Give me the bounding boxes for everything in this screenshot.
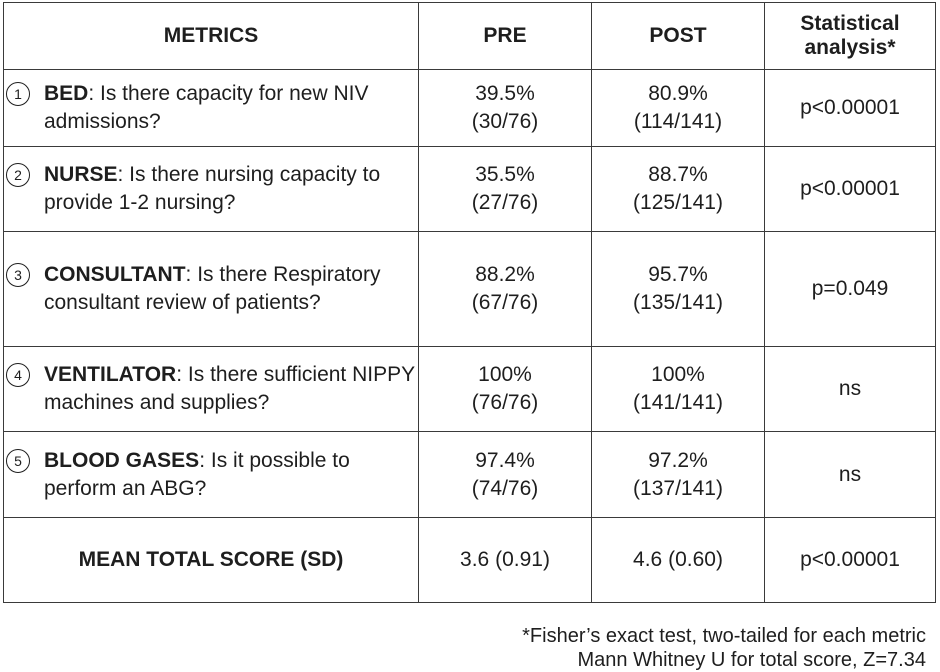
metric-title: BED xyxy=(44,82,89,105)
pre-cell xyxy=(419,347,592,432)
stat-cell: p<0.00001 xyxy=(765,147,936,232)
post-percent: 100% xyxy=(651,363,705,386)
pre-cell xyxy=(419,70,592,147)
pre-count: (74/76) xyxy=(471,476,539,500)
post-percent: 80.9% xyxy=(648,82,708,105)
total-stat: p<0.00001 xyxy=(765,518,936,603)
table-row xyxy=(4,70,936,147)
footnote-line1: *Fisher’s exact test, two-tailed for each metric xyxy=(522,625,926,647)
stat-cell: p<0.00001 xyxy=(765,70,936,147)
metric-question: : Is there capacity for new NIV admissions? xyxy=(44,82,369,133)
post-count: (135/141) xyxy=(633,291,723,314)
post-count: (125/141) xyxy=(633,191,723,214)
table-row xyxy=(4,232,936,347)
circled-number-icon: 4 xyxy=(4,361,32,389)
stat-cell: p=0.049 xyxy=(765,232,936,347)
metrics-table xyxy=(3,2,936,603)
header-statistical-analysis xyxy=(765,3,936,70)
metric-question: : Is it possible to perform an ABG? xyxy=(44,448,350,500)
pre-percent: 39.5% xyxy=(475,82,535,105)
total-post: 4.6 (0.60) xyxy=(592,518,765,603)
metric-cell xyxy=(4,70,419,147)
pre-percent: 35.5% xyxy=(475,163,535,186)
post-cell xyxy=(592,70,765,147)
header-row xyxy=(4,3,936,70)
header-stats-line1: Statistical xyxy=(800,12,900,35)
metric-question: : Is there nursing capacity to provide 1-2 nursing? xyxy=(44,163,381,214)
post-count: (137/141) xyxy=(633,476,723,500)
post-cell xyxy=(592,147,765,232)
metric-cell xyxy=(4,347,419,432)
table-row xyxy=(4,347,936,432)
header-post: POST xyxy=(592,3,765,70)
metric-question: : Is there Respiratory consultant review of patients? xyxy=(44,263,381,314)
circled-number-icon: 3 xyxy=(4,261,32,289)
metric-title: VENTILATOR xyxy=(44,363,177,386)
pre-count: (76/76) xyxy=(471,391,539,414)
circled-number-icon: 2 xyxy=(4,161,32,189)
total-row xyxy=(4,518,936,603)
header-metrics: METRICS xyxy=(4,3,419,70)
pre-count: (67/76) xyxy=(471,291,539,314)
total-pre: 3.6 (0.91) xyxy=(419,518,592,603)
pre-cell xyxy=(419,232,592,347)
circled-number-icon: 1 xyxy=(4,80,32,108)
stat-cell: ns xyxy=(765,347,936,432)
post-cell xyxy=(592,232,765,347)
pre-cell xyxy=(419,432,592,518)
metric-title: CONSULTANT xyxy=(44,263,186,286)
circled-number-icon: 5 xyxy=(4,447,32,475)
pre-cell xyxy=(419,147,592,232)
footnote xyxy=(522,624,926,672)
pre-percent: 97.4% xyxy=(475,448,535,472)
post-percent: 97.2% xyxy=(648,448,708,472)
post-count: (141/141) xyxy=(633,391,723,414)
table-row xyxy=(4,432,936,518)
post-percent: 95.7% xyxy=(648,263,708,286)
post-percent: 88.7% xyxy=(648,163,708,186)
pre-count: (30/76) xyxy=(471,110,539,133)
post-count: (114/141) xyxy=(633,110,723,133)
total-label: MEAN TOTAL SCORE (SD) xyxy=(4,518,419,603)
metric-cell xyxy=(4,432,419,518)
pre-percent: 100% xyxy=(478,363,532,386)
pre-count: (27/76) xyxy=(471,191,539,214)
metric-title: BLOOD GASES xyxy=(44,448,200,472)
table-row xyxy=(4,147,936,232)
metric-question: : Is there sufficient NIPPY machines and supplies? xyxy=(44,363,415,414)
metric-title: NURSE xyxy=(44,163,118,186)
post-cell xyxy=(592,432,765,518)
stat-cell: ns xyxy=(765,432,936,518)
header-stats-line2: analysis* xyxy=(804,36,896,59)
footnote-line2: Mann Whitney U for total score, Z=7.34 xyxy=(577,649,926,671)
metric-cell xyxy=(4,232,419,347)
post-cell xyxy=(592,347,765,432)
metric-cell xyxy=(4,147,419,232)
header-pre: PRE xyxy=(419,3,592,70)
pre-percent: 88.2% xyxy=(475,263,535,286)
